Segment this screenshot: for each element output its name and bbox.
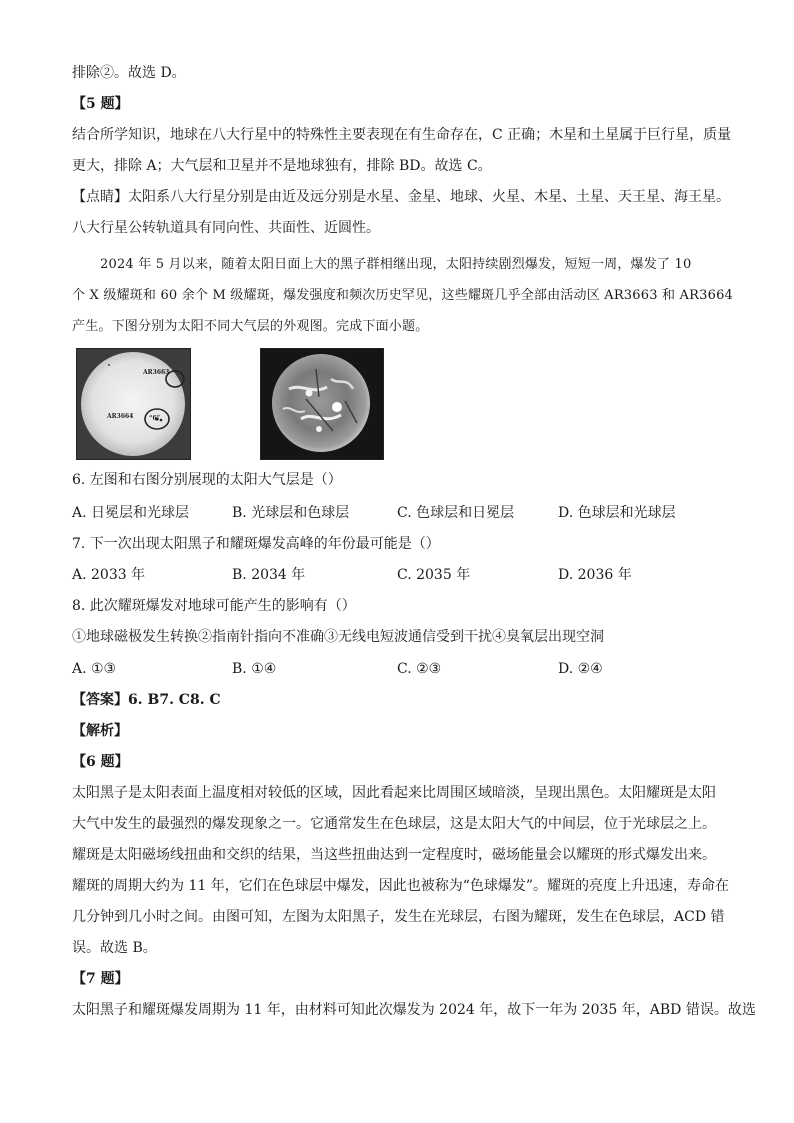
label-ar3663: AR3663 (143, 369, 170, 376)
option-a[interactable]: A. 2033 年 (72, 567, 146, 583)
section-heading-q5: 【5 题】 (72, 96, 129, 112)
option-c[interactable]: C. 2035 年 (397, 567, 471, 583)
material-line: 产生。下图分别为太阳不同大气层的外观图。完成下面小题。 (72, 319, 429, 334)
option-d[interactable]: D. ②④ (558, 661, 603, 677)
question-6-options (72, 498, 732, 529)
question-8-options (72, 654, 732, 685)
text-line: 更大，排除 A；大气层和卫星并不是地球独有，排除 BD。故选 C。 (72, 158, 492, 174)
material-line: 2024 年 5 月以来，随着太阳日面上大的黑子群相继出现，太阳持续剧烈爆发，短短一周，爆发了 10 (100, 257, 692, 272)
text-line: 排除②。故选 D。 (72, 65, 186, 81)
answer-line: 【答案】6. B7. C8. C (72, 692, 221, 708)
option-a[interactable]: A. ①③ (72, 661, 117, 677)
option-c[interactable]: C. ②③ (397, 661, 442, 677)
text-line: 几分钟到几小时之间。由图可知，左图为太阳黑子，发生在光球层，右图为耀斑，发生在色球层，ACD 错 (72, 909, 725, 925)
text-line: 结合所学知识，地球在八大行星中的特殊性主要表现在有生命存在，C 正确；木星和土星属于巨行星，质量 (72, 127, 732, 143)
explanation-continued (72, 58, 732, 244)
label-ar3664: AR3664 (107, 413, 134, 420)
option-b[interactable]: B. 2034 年 (232, 567, 306, 583)
question-material (72, 249, 732, 342)
section-heading-q7: 【7 题】 (72, 971, 129, 987)
label-spot: “6” (149, 415, 161, 422)
sun-chromosphere-image (260, 348, 384, 460)
option-a[interactable]: A. 日冕层和光球层 (72, 505, 190, 521)
section-heading-q6: 【6 题】 (72, 754, 129, 770)
question-stem: 7. 下一次出现太阳黑子和耀斑爆发高峰的年份最可能是（） (72, 536, 440, 552)
material-line: 个 X 级耀斑和 60 余个 M 级耀斑，爆发强度和频次历史罕见，这些耀斑几乎全部由活动区 AR3663 和 AR3664 (72, 288, 734, 303)
tip-line: 【点睛】太阳系八大行星分别是由近及远分别是水星、金星、地球、火星、木星、土星、天王星、海王星。 (72, 189, 730, 205)
question-stem: 6. 左图和右图分别展现的太阳大气层是（） (72, 472, 342, 488)
option-d[interactable]: D. 色球层和光球层 (558, 505, 676, 521)
text-line: 大气中发生的最强烈的爆发现象之一。它通常发生在色球层，这是太阳大气的中间层，位于光球层之上。 (72, 816, 716, 832)
text-line: 耀斑是太阳磁场线扭曲和交织的结果，当这些扭曲达到一定程度时，磁场能量会以耀斑的形式爆发出来。 (72, 847, 716, 863)
question-7-options (72, 560, 732, 591)
question-8 (72, 591, 732, 653)
question-statements: ①地球磁极发生转换②指南针指向不准确③无线电短波通信受到干扰④臭氧层出现空洞 (72, 629, 604, 645)
text-line: 太阳黑子是太阳表面上温度相对较低的区域，因此看起来比周围区域暗淡，呈现出黑色。太阳耀斑是太阳 (72, 785, 716, 801)
text-line: 八大行星公转轨道具有同向性、共面性、近圆性。 (72, 220, 380, 236)
answer-explanation (72, 685, 756, 1026)
option-b[interactable]: B. 光球层和色球层 (232, 505, 350, 521)
text-line: 耀斑的周期大约为 11 年，它们在色球层中爆发，因此也被称为“色球爆发”。耀斑的亮度上升迅速，寿命在 (72, 878, 730, 894)
text-line: 误。故选 B。 (72, 940, 157, 956)
question-stem: 8. 此次耀斑爆发对地球可能产生的影响有（） (72, 598, 356, 614)
question-6 (72, 465, 732, 496)
option-d[interactable]: D. 2036 年 (558, 567, 632, 583)
analysis-heading: 【解析】 (72, 723, 128, 739)
option-b[interactable]: B. ①④ (232, 661, 277, 677)
text-line: 太阳黑子和耀斑爆发周期为 11 年，由材料可知此次爆发为 2024 年，故下一年为 2035 年，ABD 错误。故选 (72, 1002, 756, 1018)
option-c[interactable]: C. 色球层和日冕层 (397, 505, 515, 521)
question-7 (72, 529, 732, 560)
sun-photosphere-image (76, 348, 191, 460)
